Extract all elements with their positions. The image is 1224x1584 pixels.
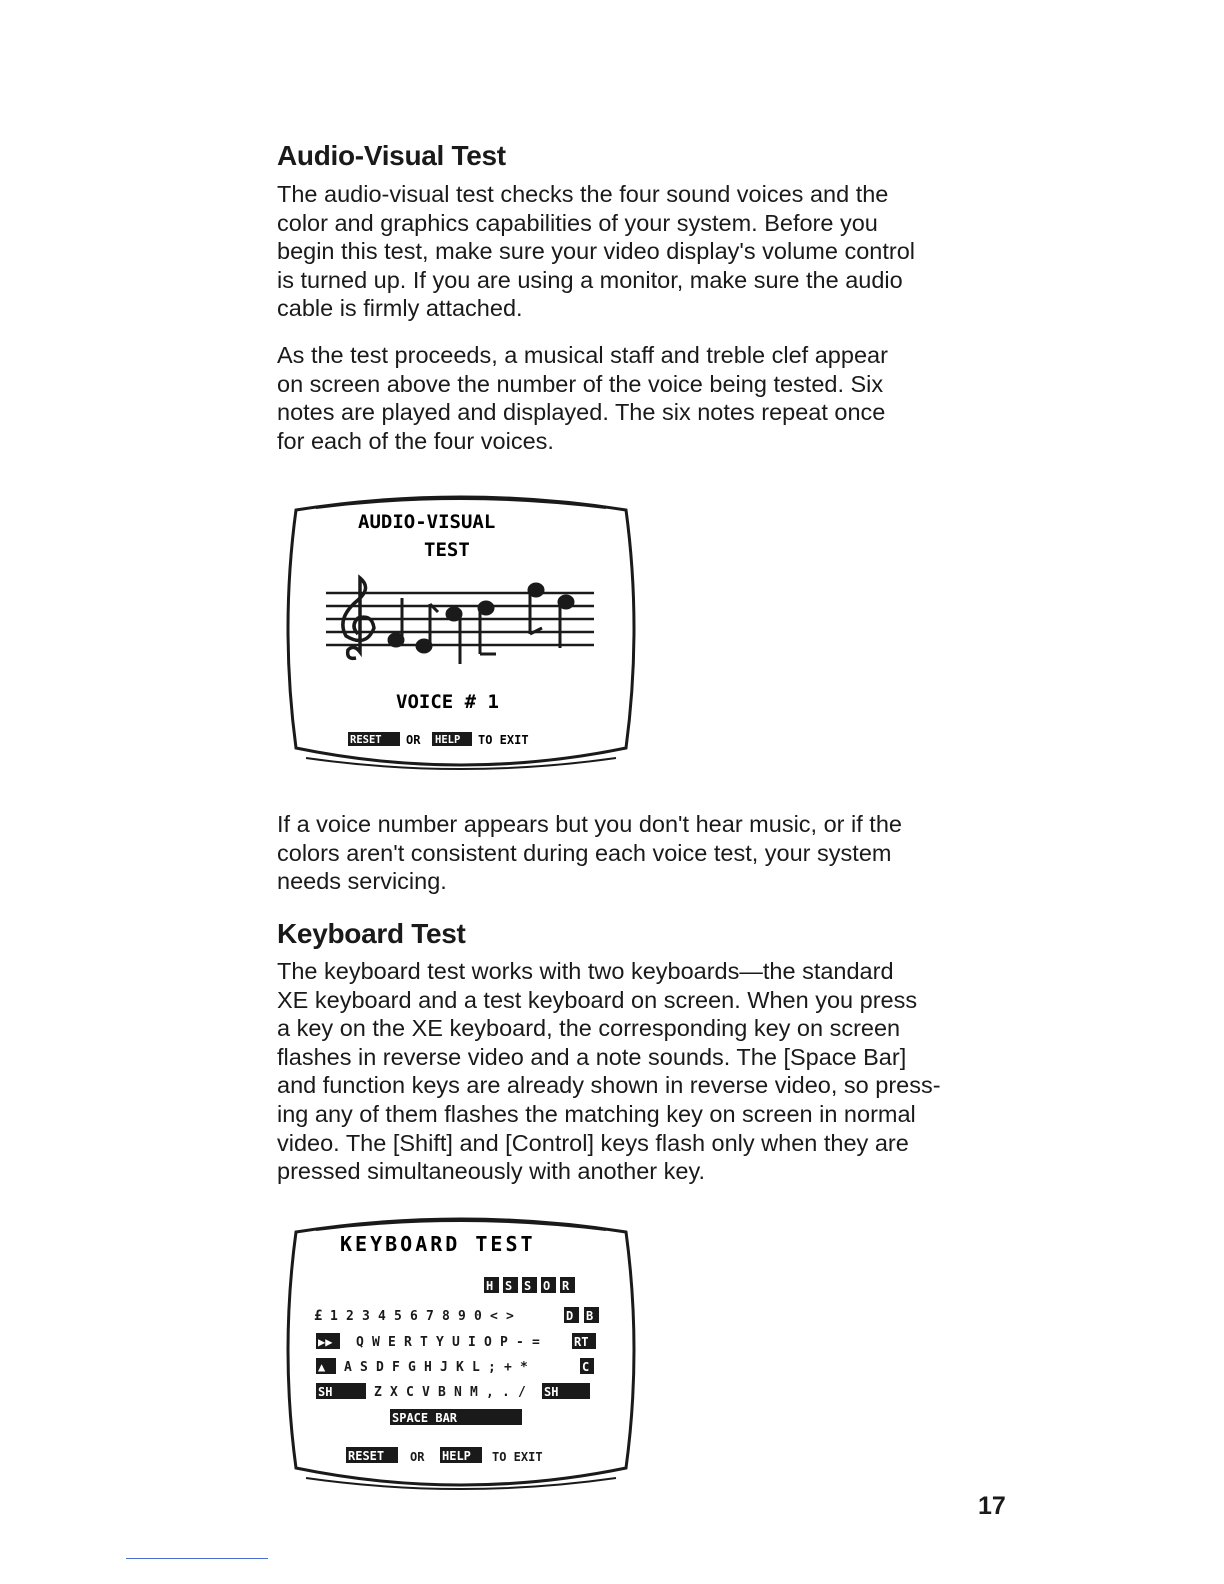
key-B: B xyxy=(438,1385,446,1400)
tab-key-label: ▶▶ xyxy=(318,1335,333,1349)
text-line: color and graphics capabilities of your system. Before you xyxy=(277,209,878,236)
text-line: for each of the four voices. xyxy=(277,427,554,454)
escape-key: £ xyxy=(314,1308,323,1324)
key-4: 4 xyxy=(378,1309,386,1324)
key-H: H xyxy=(424,1360,432,1375)
text-line: colors aren't consistent during each voice test, your system xyxy=(277,839,892,866)
key-F: F xyxy=(392,1360,400,1375)
function-key-o-label: O xyxy=(543,1279,551,1293)
text-line: on screen above the number of the voice being tested. Six xyxy=(277,370,884,397)
function-key-s-label: S xyxy=(524,1279,532,1293)
key->: > xyxy=(506,1309,514,1324)
key-D: D xyxy=(376,1360,384,1375)
screen-title-line1: AUDIO-VISUAL xyxy=(358,511,496,533)
key-K: K xyxy=(456,1360,464,1375)
function-key-s-label: S xyxy=(505,1279,513,1293)
heading-keyboard-test: Keyboard Test xyxy=(277,918,466,949)
text-line: ing any of them flashes the matching key on screen in normal xyxy=(277,1100,916,1127)
key-C: C xyxy=(406,1385,414,1400)
paragraph-voice-troubleshoot xyxy=(277,810,1017,896)
key-U: U xyxy=(452,1335,460,1350)
return-key-label: RT xyxy=(574,1335,589,1349)
key-G: G xyxy=(408,1360,416,1375)
music-notes xyxy=(389,584,573,664)
control-key-label: C xyxy=(582,1360,590,1374)
key-T: T xyxy=(420,1335,428,1350)
space-bar-key-label: SPACE BAR xyxy=(392,1411,458,1425)
key-;: ; xyxy=(488,1360,496,1375)
text-line: begin this test, make sure your video display's volume control xyxy=(277,238,915,265)
right-shift-key-label: SH xyxy=(544,1385,559,1399)
key-P: P xyxy=(500,1335,508,1350)
key-I: I xyxy=(468,1335,476,1350)
key-*: * xyxy=(520,1360,528,1375)
tv-screen-outline xyxy=(288,1219,634,1485)
key-8: 8 xyxy=(442,1309,450,1324)
key-,: , xyxy=(486,1385,494,1400)
key-V: V xyxy=(422,1385,430,1400)
help-key-label: HELP xyxy=(442,1449,471,1463)
help-key-label: HELP xyxy=(435,734,461,746)
key-M: M xyxy=(470,1385,478,1400)
key-N: N xyxy=(454,1385,462,1400)
paragraph-keyboard-test xyxy=(277,957,1017,1186)
page-number: 17 xyxy=(978,1492,1006,1520)
reset-key-label: RESET xyxy=(350,734,382,746)
key-W: W xyxy=(372,1335,380,1350)
key-E: E xyxy=(388,1335,396,1350)
paragraph-audio-visual-intro xyxy=(277,180,1017,323)
key-0: 0 xyxy=(474,1309,482,1324)
text-line: needs servicing. xyxy=(277,868,447,895)
text-line: video. The [Shift] and [Control] keys flash only when they are xyxy=(277,1129,909,1156)
text-line: a key on the XE keyboard, the corresponding key on screen xyxy=(277,1015,901,1042)
key-A: A xyxy=(344,1360,352,1375)
key-Q: Q xyxy=(356,1335,364,1350)
key-5: 5 xyxy=(394,1309,402,1324)
key-+: + xyxy=(504,1360,512,1375)
reset-key-label: RESET xyxy=(348,1449,385,1463)
key-J: J xyxy=(440,1360,448,1375)
text-line: If a voice number appears but you don't hear music, or if the xyxy=(277,811,902,837)
key-6: 6 xyxy=(410,1309,418,1324)
key-X: X xyxy=(390,1385,398,1400)
key-3: 3 xyxy=(362,1309,370,1324)
heading-audio-visual-test: Audio-Visual Test xyxy=(277,140,506,171)
text-line: The keyboard test works with two keyboards—the standard xyxy=(277,958,894,984)
text-line: XE keyboard and a test keyboard on screen. When you press xyxy=(277,986,918,1013)
key-end-d-label: D xyxy=(566,1309,574,1323)
key-R: R xyxy=(404,1335,412,1350)
key-9: 9 xyxy=(458,1309,466,1324)
key-Z: Z xyxy=(374,1385,382,1400)
key-=: = xyxy=(532,1335,540,1350)
function-key-h-label: H xyxy=(486,1279,494,1293)
key-end-b-label: B xyxy=(586,1309,594,1323)
key-O: O xyxy=(484,1335,492,1350)
or-label: OR xyxy=(406,733,421,747)
tv-screen-audio-visual xyxy=(276,488,646,780)
text-line: and function keys are already shown in reverse video, so press- xyxy=(277,1072,941,1099)
exit-label: TO EXIT xyxy=(492,1450,543,1464)
text-line: cable is firmly attached. xyxy=(277,295,523,322)
paragraph-audio-visual-procedure xyxy=(277,341,1017,455)
or-label: OR xyxy=(410,1450,425,1464)
screen-title-line2: TEST xyxy=(424,539,470,561)
text-line: notes are played and displayed. The six notes repeat once xyxy=(277,399,886,426)
key-S: S xyxy=(360,1360,368,1375)
caps-key-label: ▲ xyxy=(318,1360,326,1374)
key--: - xyxy=(516,1335,524,1350)
key-L: L xyxy=(472,1360,480,1375)
key-.: . xyxy=(502,1385,510,1400)
text-line: The audio-visual test checks the four sound voices and the xyxy=(277,181,889,207)
key-7: 7 xyxy=(426,1309,434,1324)
left-shift-key-label: SH xyxy=(318,1385,333,1399)
exit-label: TO EXIT xyxy=(478,733,529,747)
key-1: 1 xyxy=(330,1309,338,1324)
tv-screen-keyboard-test xyxy=(276,1210,646,1500)
text-line: pressed simultaneously with another key. xyxy=(277,1158,706,1185)
function-key-r-label: R xyxy=(562,1279,570,1293)
keyboard-screen-title: KEYBOARD TEST xyxy=(340,1232,536,1256)
key-<: < xyxy=(490,1309,498,1324)
text-line: flashes in reverse video and a note sounds. The [Space Bar] xyxy=(277,1043,907,1070)
footer-rule xyxy=(126,1558,268,1559)
key-/: / xyxy=(518,1385,526,1400)
voice-number-label: VOICE # 1 xyxy=(396,691,499,713)
text-line: As the test proceeds, a musical staff and treble clef appear xyxy=(277,342,888,368)
key-Y: Y xyxy=(436,1335,444,1350)
key-2: 2 xyxy=(346,1309,354,1324)
text-line: is turned up. If you are using a monitor, make sure the audio xyxy=(277,266,903,293)
